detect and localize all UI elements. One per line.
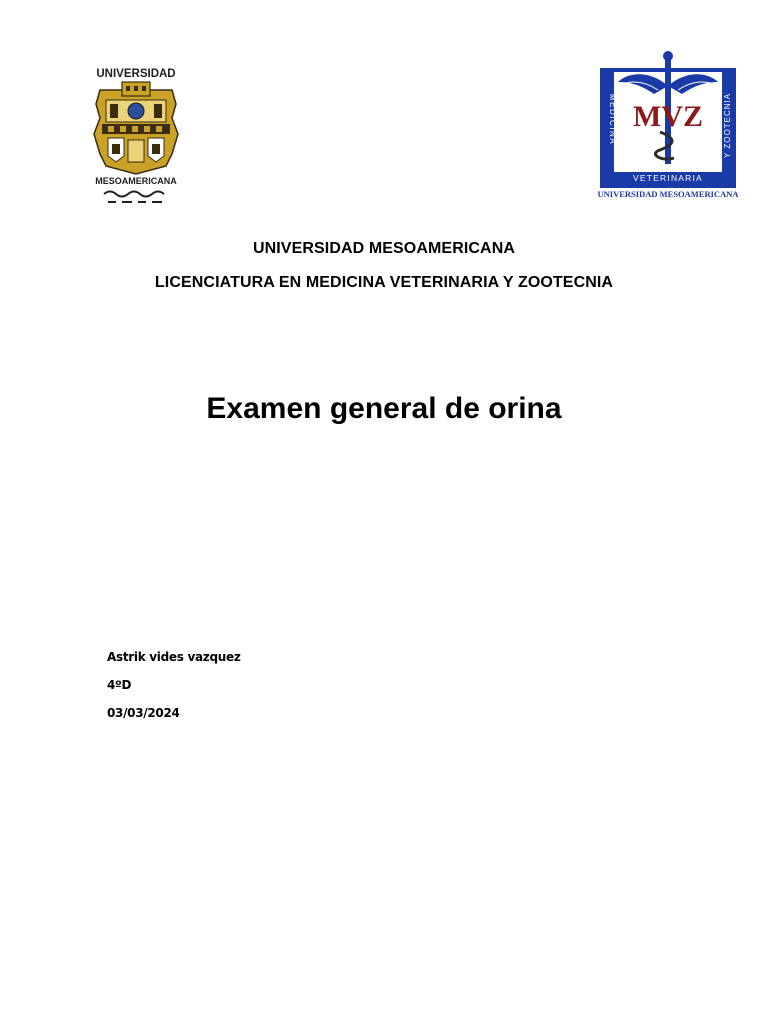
mvz-caduceus-logo xyxy=(598,50,738,200)
document-date: 03/03/2024 xyxy=(107,706,180,720)
svg-text:MEDICINA: MEDICINA xyxy=(608,94,617,146)
author-group: 4ºD xyxy=(107,678,132,692)
svg-text:Y ZOOTECNIA: Y ZOOTECNIA xyxy=(723,92,732,158)
svg-text:UNIVERSIDAD: UNIVERSIDAD xyxy=(96,68,176,80)
svg-text:UNIVERSIDAD MESOAMERICANA: UNIVERSIDAD MESOAMERICANA xyxy=(598,189,738,199)
university-name: UNIVERSIDAD MESOAMERICANA xyxy=(252,240,516,257)
author-name: Astrik vides vazquez xyxy=(107,650,241,664)
svg-text:VETERINARIA: VETERINARIA xyxy=(633,173,703,183)
program-name: LICENCIATURA EN MEDICINA VETERINARIA Y ZOOTECNIA xyxy=(154,274,614,291)
svg-text:MVZ: MVZ xyxy=(633,100,703,133)
university-crest-logo xyxy=(86,62,186,210)
svg-text:MESOAMERICANA: MESOAMERICANA xyxy=(95,176,177,186)
document-title: Examen general de orina xyxy=(206,392,562,425)
